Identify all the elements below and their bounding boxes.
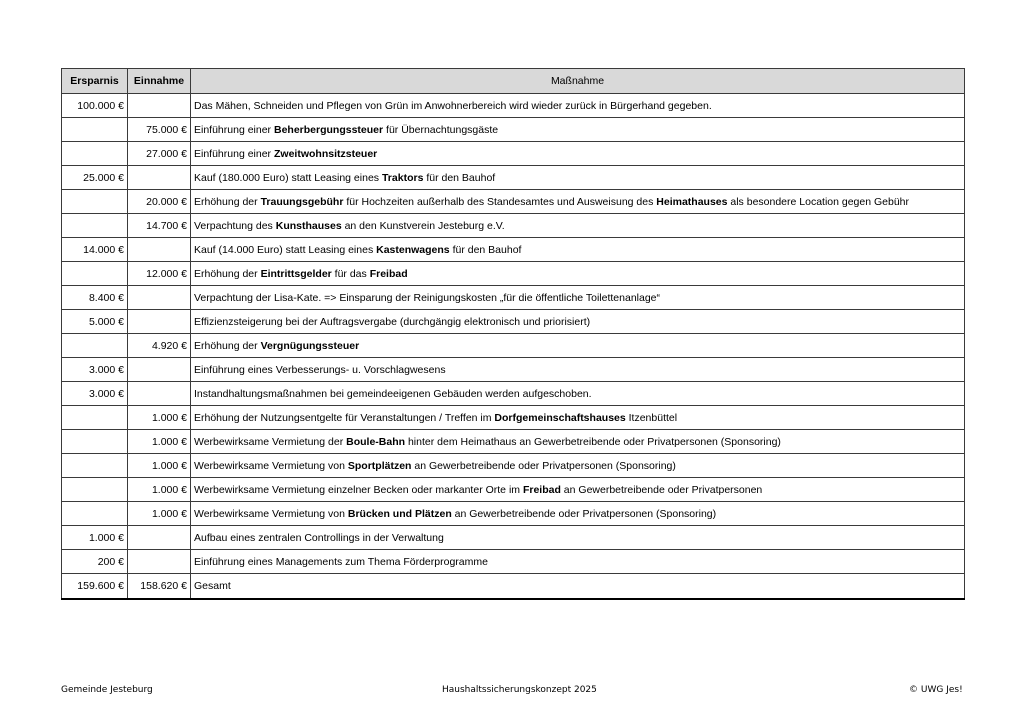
cell-massnahme <box>191 118 965 142</box>
measure-text: Werbewirksame Vermietung von <box>194 507 348 520</box>
cell-massnahme <box>191 358 965 382</box>
measure-text: Kauf (14.000 Euro) statt Leasing eines <box>194 243 377 256</box>
cell-ersparnis <box>62 334 128 358</box>
cell-massnahme <box>191 430 965 454</box>
cell-massnahme <box>191 238 965 262</box>
cell-ersparnis: 100.000 € <box>62 94 128 118</box>
table-row <box>62 190 965 214</box>
footer-copyright: © UWG Jes! <box>909 685 963 695</box>
cell-ersparnis <box>62 190 128 214</box>
measure-text: als besondere Location gegen Gebühr <box>727 195 910 208</box>
cell-einnahme: 4.920 € <box>128 334 191 358</box>
measure-text: an Gewerbetreibende oder Privatpersonen <box>560 483 763 496</box>
cell-massnahme <box>191 382 965 406</box>
highlighted-term: Kastenwagens <box>376 243 450 256</box>
cell-einnahme: 1.000 € <box>128 502 191 526</box>
highlighted-term: Freibad <box>522 483 561 496</box>
table-row <box>62 358 965 382</box>
measure-text: Erhöhung der <box>194 195 261 208</box>
cell-einnahme <box>128 358 191 382</box>
cell-ersparnis: 5.000 € <box>62 310 128 334</box>
cell-einnahme <box>128 310 191 334</box>
measure-text: Erhöhung der <box>194 339 261 352</box>
table-row <box>62 142 965 166</box>
highlighted-term: Kunsthauses <box>275 219 342 232</box>
footer-document-title: Haushaltssicherungskonzept 2025 <box>442 685 597 695</box>
header-massnahme: Maßnahme <box>191 69 965 94</box>
cell-einnahme: 27.000 € <box>128 142 191 166</box>
highlighted-term: Freibad <box>369 267 408 280</box>
table-row <box>62 310 965 334</box>
cell-massnahme <box>191 310 965 334</box>
measure-text: Instandhaltungsmaßnahmen bei gemeindeeigenen Gebäuden werden aufgeschoben. <box>194 387 592 400</box>
cell-massnahme <box>191 526 965 550</box>
cell-ersparnis: 3.000 € <box>62 382 128 406</box>
cell-einnahme <box>128 382 191 406</box>
cell-einnahme <box>128 550 191 574</box>
measure-text: Werbewirksame Vermietung einzelner Becken oder markanter Orte im <box>194 483 523 496</box>
cell-einnahme: 75.000 € <box>128 118 191 142</box>
cell-massnahme <box>191 262 965 286</box>
cell-einnahme: 1.000 € <box>128 406 191 430</box>
table-header-row <box>62 69 965 94</box>
cell-einnahme <box>128 286 191 310</box>
measure-text: Werbewirksame Vermietung von <box>194 459 348 472</box>
measure-text: Verpachtung der Lisa-Kate. => Einsparung der Reinigungskosten „für die öffentliche Toilettenanlage“ <box>194 291 661 304</box>
measure-text: an den Kunstverein Jesteburg e.V. <box>341 219 505 232</box>
measure-text: für das <box>331 267 370 280</box>
measure-text: Einführung eines Verbesserungs- u. Vorschlagwesens <box>194 363 446 376</box>
table-row <box>62 286 965 310</box>
measure-text: Effizienzsteigerung bei der Auftragsvergabe (durchgängig elektronisch und priorisiert) <box>194 315 591 328</box>
measures-table <box>61 68 965 600</box>
cell-ersparnis <box>62 406 128 430</box>
cell-einnahme: 12.000 € <box>128 262 191 286</box>
measure-text: für Übernachtungsgäste <box>383 123 499 136</box>
highlighted-term: Beherbergungssteuer <box>273 123 384 136</box>
table-row <box>62 550 965 574</box>
cell-massnahme <box>191 406 965 430</box>
cell-ersparnis: 8.400 € <box>62 286 128 310</box>
cell-einnahme: 1.000 € <box>128 430 191 454</box>
cell-massnahme <box>191 334 965 358</box>
cell-ersparnis: 14.000 € <box>62 238 128 262</box>
highlighted-term: Heimathauses <box>656 195 728 208</box>
measure-text: Einführung einer <box>194 147 274 160</box>
measure-text: Einführung einer <box>194 123 274 136</box>
cell-massnahme <box>191 478 965 502</box>
cell-einnahme <box>128 166 191 190</box>
cell-ersparnis: 1.000 € <box>62 526 128 550</box>
highlighted-term: Boule-Bahn <box>346 435 406 448</box>
total-row <box>62 574 965 600</box>
measure-text: Werbewirksame Vermietung der <box>194 435 347 448</box>
cell-ersparnis <box>62 430 128 454</box>
cell-massnahme <box>191 94 965 118</box>
table-row <box>62 526 965 550</box>
table-row <box>62 94 965 118</box>
table-row <box>62 478 965 502</box>
cell-ersparnis <box>62 214 128 238</box>
header-einnahme: Einnahme <box>128 69 191 94</box>
measure-text: für den Bauhof <box>423 171 496 184</box>
cell-massnahme <box>191 454 965 478</box>
measure-text: Verpachtung des <box>194 219 276 232</box>
measure-text: Aufbau eines zentralen Controllings in der Verwaltung <box>194 531 444 544</box>
table-row <box>62 406 965 430</box>
total-einnahme: 158.620 € <box>128 574 191 600</box>
measure-text: Kauf (180.000 Euro) statt Leasing eines <box>194 171 382 184</box>
cell-ersparnis: 200 € <box>62 550 128 574</box>
highlighted-term: Trauungsgebühr <box>260 195 344 208</box>
table-row <box>62 166 965 190</box>
highlighted-term: Brücken und Plätzen <box>347 507 452 520</box>
cell-massnahme <box>191 286 965 310</box>
cell-ersparnis <box>62 262 128 286</box>
table-row <box>62 238 965 262</box>
measure-text: hinter dem Heimathaus an Gewerbetreibende oder Privatpersonen (Sponsoring) <box>405 435 781 448</box>
highlighted-term: Vergnügungssteuer <box>260 339 360 352</box>
highlighted-term: Zweitwohnsitzsteuer <box>273 147 378 160</box>
table-row <box>62 118 965 142</box>
table-row <box>62 262 965 286</box>
cell-ersparnis: 3.000 € <box>62 358 128 382</box>
measure-text: an Gewerbetreibende oder Privatpersonen (Sponsoring) <box>451 507 717 520</box>
measure-text: für den Bauhof <box>449 243 522 256</box>
cell-einnahme: 1.000 € <box>128 478 191 502</box>
measure-text: an Gewerbetreibende oder Privatpersonen (Sponsoring) <box>411 459 676 472</box>
cell-einnahme: 20.000 € <box>128 190 191 214</box>
cell-ersparnis <box>62 478 128 502</box>
highlighted-term: Eintrittsgelder <box>260 267 332 280</box>
cell-einnahme <box>128 526 191 550</box>
cell-ersparnis <box>62 118 128 142</box>
measure-text: Einführung eines Managements zum Thema Förderprogramme <box>194 555 488 568</box>
table-row <box>62 382 965 406</box>
cell-einnahme <box>128 238 191 262</box>
measure-text: für Hochzeiten außerhalb des Standesamtes und Ausweisung des <box>343 195 657 208</box>
highlighted-term: Sportplätzen <box>347 459 412 472</box>
total-ersparnis: 159.600 € <box>62 574 128 600</box>
cell-massnahme <box>191 502 965 526</box>
highlighted-term: Dorfgemeinschaftshauses <box>494 411 626 424</box>
cell-ersparnis: 25.000 € <box>62 166 128 190</box>
table-row <box>62 334 965 358</box>
cell-ersparnis <box>62 142 128 166</box>
measure-text: Erhöhung der <box>194 267 261 280</box>
cell-massnahme <box>191 142 965 166</box>
cell-einnahme: 14.700 € <box>128 214 191 238</box>
cell-ersparnis <box>62 502 128 526</box>
header-ersparnis: Ersparnis <box>62 69 128 94</box>
footer-municipality: Gemeinde Jesteburg <box>61 685 153 695</box>
cell-massnahme <box>191 166 965 190</box>
cell-einnahme: 1.000 € <box>128 454 191 478</box>
highlighted-term: Traktors <box>381 171 424 184</box>
measure-text: Itzenbüttel <box>625 411 678 424</box>
table-row <box>62 454 965 478</box>
table-row <box>62 502 965 526</box>
table-row <box>62 214 965 238</box>
cell-massnahme <box>191 214 965 238</box>
table-row <box>62 430 965 454</box>
measure-text: Erhöhung der Nutzungsentgelte für Veranstaltungen / Treffen im <box>194 411 495 424</box>
cell-einnahme <box>128 94 191 118</box>
cell-massnahme <box>191 190 965 214</box>
cell-ersparnis <box>62 454 128 478</box>
cell-massnahme <box>191 550 965 574</box>
measure-text: Das Mähen, Schneiden und Pflegen von Grün im Anwohnerbereich wird wieder zurück in Bürgerhand gegeben. <box>194 99 712 112</box>
total-label: Gesamt <box>191 574 965 600</box>
